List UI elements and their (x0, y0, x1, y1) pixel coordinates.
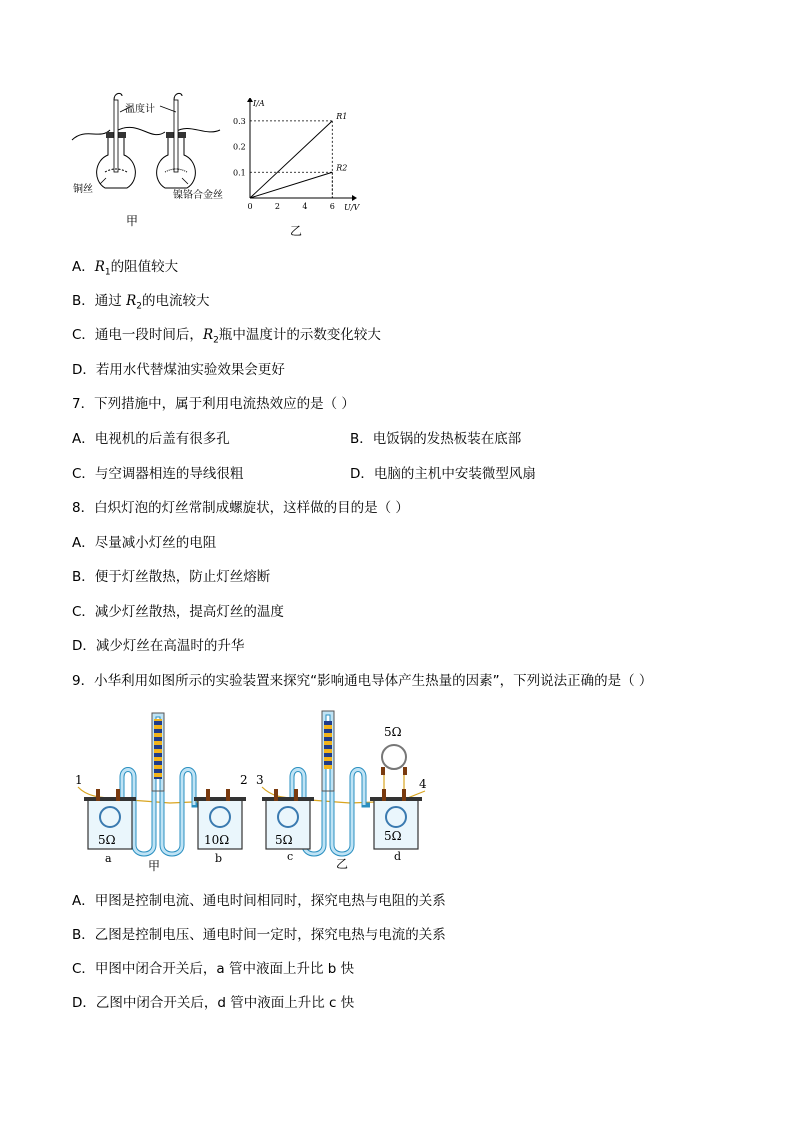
q8-option-d: D．减少灯丝在高温时的升华 (72, 638, 245, 654)
x-axis-arrow (352, 195, 357, 201)
q6-option-c: C．通电一段时间后，$R_2$瓶中温度计的示数变化较大 (72, 327, 381, 346)
q7-option-a: A．电视机的后盖有很多孔 (72, 431, 230, 447)
series-line-r2 (250, 172, 332, 198)
y-tick-label: 0.3 (233, 116, 246, 126)
q8-stem: 8．白炽灯泡的灯丝常制成螺旋状，这样做的目的是（ ） (72, 500, 409, 516)
fig1-caption-b: 乙 (290, 224, 303, 238)
resistor-a-label: 5Ω (98, 833, 116, 847)
fig2-caption-a: 甲 (148, 859, 161, 873)
resistor-top-label: 5Ω (384, 725, 402, 739)
terminal-2: 2 (240, 773, 248, 787)
q8-option-c: C．减少灯丝散热，提高灯丝的温度 (72, 604, 284, 620)
series-line-r1 (250, 121, 332, 198)
q9-option-c: C．甲图中闭合开关后，a 管中液面上升比 b 快 (72, 961, 355, 977)
q9-option-b: B．乙图是控制电压、通电时间一定时，探究电热与电流的关系 (72, 927, 446, 943)
figure-flasks (70, 92, 240, 232)
q7-option-c: C．与空调器相连的导线很粗 (72, 466, 244, 482)
iu-chart (230, 98, 360, 238)
fig2-caption-b: 乙 (336, 857, 349, 871)
series-label-r2: R2 (336, 163, 348, 173)
resistor-c-label: 5Ω (275, 833, 293, 847)
x-tick-label: 4 (302, 202, 308, 211)
figure-apparatus (70, 705, 450, 880)
q8-option-a: A．尽量减小灯丝的电阻 (72, 535, 217, 551)
q9-option-d: D．乙图中闭合开关后，d 管中液面上升比 c 快 (72, 995, 355, 1011)
beaker-b-label: b (215, 852, 223, 865)
terminal-4: 4 (419, 777, 427, 791)
y-tick-label: 0.1 (233, 168, 246, 178)
iu-chart-svg (230, 98, 360, 238)
resistor-b-label: 10Ω (204, 833, 230, 847)
q7-stem: 7．下列措施中，属于利用电流热效应的是（ ） (72, 396, 355, 412)
q8-option-b: B．便于灯丝散热，防止灯丝熔断 (72, 569, 271, 585)
x-tick-label: 0 (247, 202, 253, 211)
x-tick-label: 6 (329, 202, 335, 211)
fig1-caption-a: 甲 (126, 214, 139, 228)
terminal-3: 3 (256, 773, 264, 787)
beaker-d-label: d (394, 850, 402, 863)
q6-option-d: D．若用水代替煤油实验效果会更好 (72, 362, 285, 378)
q6-option-a: A．$R_1$的阻值较大 (72, 259, 179, 278)
beaker-c-label: c (287, 850, 294, 863)
resistor-d-label: 5Ω (384, 829, 402, 843)
y-tick-label: 0.2 (233, 142, 246, 152)
series-label-r1: R1 (336, 111, 348, 121)
x-axis-label: U/V (344, 203, 360, 212)
y-axis-label: I/A (253, 99, 265, 108)
q6-option-b: B．通过 $R_2$的电流较大 (72, 293, 210, 312)
q7-option-b: B．电饭锅的发热板装在底部 (350, 431, 522, 447)
terminal-1: 1 (75, 773, 83, 787)
q9-stem: 9．小华利用如图所示的实验装置来探究“影响通电导体产生热量的因素”，下列说法正确的是（ ） (72, 673, 653, 689)
thermometer-label: 温度计 (125, 104, 155, 115)
copper-label: 铜丝 (73, 184, 93, 195)
x-tick-label: 2 (274, 202, 281, 211)
flasks-drawing (70, 92, 240, 232)
nichrome-label: 镍铬合金丝 (173, 190, 223, 201)
q7-option-d: D．电脑的主机中安装微型风扇 (350, 466, 536, 482)
beaker-a-label: a (105, 852, 112, 865)
q9-option-a: A．甲图是控制电流、通电时间相同时，探究电热与电阻的关系 (72, 893, 446, 909)
